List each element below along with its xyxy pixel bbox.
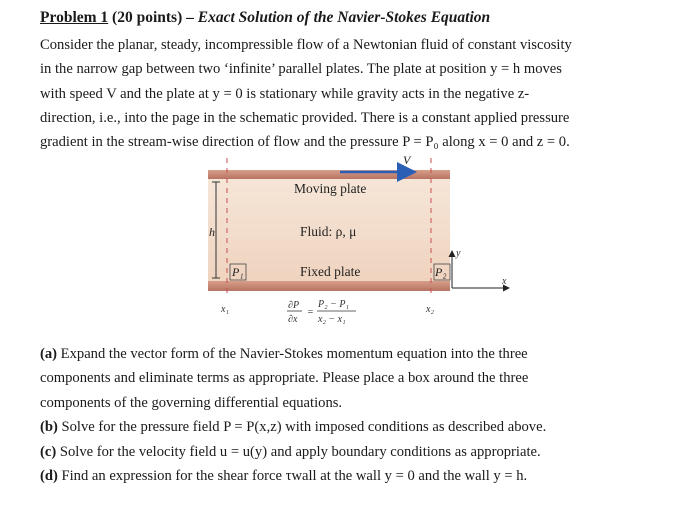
problem-points: (20 points) – (108, 9, 198, 26)
problem-number: Problem 1 (40, 9, 109, 26)
intro-line: gradient in the stream-wise direction of flow and the pressure P = P₀ along x = 0 and z = 0. (40, 134, 570, 151)
question-tag: (b) (40, 419, 58, 436)
y-axis-label: y (456, 248, 461, 259)
fixed-plate (208, 281, 450, 291)
problem-intro (40, 33, 680, 154)
p1-label: P₁ (232, 265, 244, 279)
question-b: (b) Solve for the pressure field P = P(x,z) with imposed conditions as described above. (40, 419, 547, 436)
question-c: (c) Solve for the velocity field u = u(y) and apply boundary conditions as appropriate. (40, 443, 541, 460)
x1-label: x₁ (221, 304, 229, 315)
fixed-plate-label: Fixed plate (300, 264, 361, 279)
problem-title: Exact Solution of the Navier-Stokes Equation (197, 9, 491, 26)
eq-lhs-numerator: ∂P (288, 300, 300, 311)
moving-plate-label: Moving plate (294, 181, 367, 196)
question-tag: (c) (40, 443, 57, 460)
velocity-label: V (403, 153, 411, 167)
question-tag: (d) (40, 468, 58, 485)
question-a-cont: components of the governing differential equations. (40, 394, 343, 411)
fluid-label: Fluid: ρ, μ (300, 224, 357, 239)
question-tag: (a) (40, 346, 58, 362)
p2-label: P₂ (435, 265, 447, 279)
x2-label: x₂ (426, 304, 434, 315)
eq-equals: = (307, 307, 314, 318)
intro-line: direction, i.e., into the page in the schematic provided. There is a constant applied pressure (40, 109, 570, 126)
eq-lhs-denominator: ∂x (288, 314, 298, 325)
intro-line: Consider the planar, steady, incompressible flow of a Newtonian fluid of constant viscosity (40, 37, 572, 53)
schematic-svg (190, 150, 520, 340)
moving-plate (208, 170, 450, 179)
problem-heading (40, 8, 680, 28)
eq-rhs-numerator: P₂ − P₁ (318, 299, 349, 310)
flow-schematic (190, 150, 520, 340)
question-a-cont: components and eliminate terms as appropriate. Please place a box around the three (40, 370, 529, 387)
x-axis-label: x (502, 276, 507, 287)
question-list (40, 342, 680, 488)
intro-line: with speed V and the plate at y = 0 is stationary while gravity acts in the negative z- (40, 85, 530, 102)
intro-line: in the narrow gap between two ‘infinite’ parallel plates. The plate at position y = h moves (40, 61, 562, 78)
question-d: (d) Find an expression for the shear force τwall at the wall y = 0 and the wall y = h. (40, 468, 528, 485)
gap-label: h (209, 225, 215, 239)
eq-rhs-denominator: x₂ − x₁ (318, 314, 346, 325)
question-a: (a) Expand the vector form of the Navier-Stokes momentum equation into the three (40, 346, 528, 362)
